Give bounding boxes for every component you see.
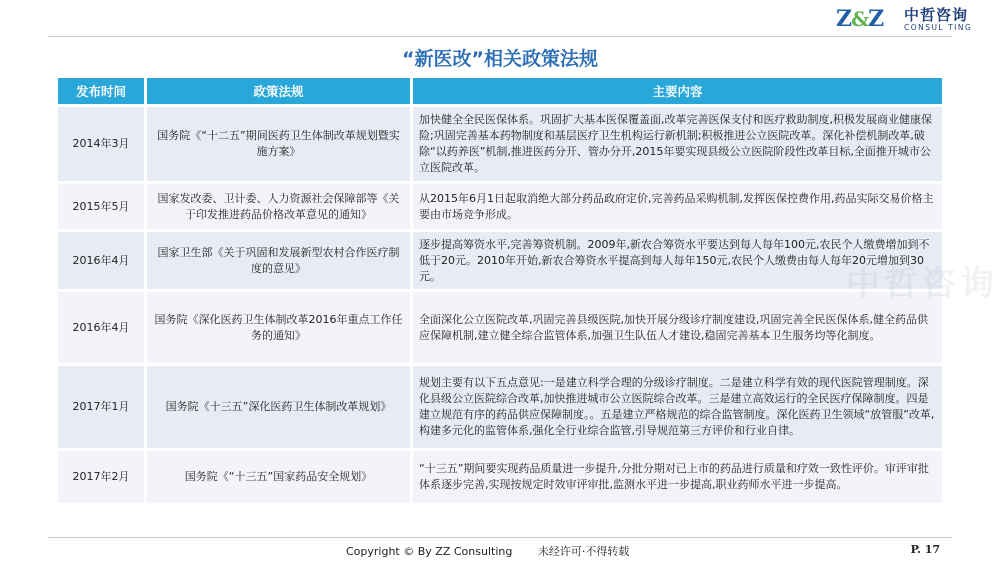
footer-copyright: Copyright © By ZZ Consulting	[346, 545, 513, 558]
cell-date: 2017年1月	[58, 366, 144, 448]
footer-notice: 未经许可·不得转载	[537, 545, 630, 558]
cell-policy: 国务院《“十三五”国家药品安全规划》	[144, 451, 410, 503]
watermark: 中哲咨询	[846, 264, 998, 304]
logo-mark-amp: &	[851, 7, 869, 31]
logo-chinese-name: 中哲咨询	[904, 6, 969, 24]
cell-date: 2016年4月	[58, 232, 144, 289]
page-title: “新医改”相关政策法规	[402, 48, 598, 70]
table-header-row	[58, 78, 942, 104]
cell-date: 2016年4月	[58, 292, 144, 363]
cell-policy: 国务院《深化医药卫生体制改革2016年重点工作任务的通知》	[144, 292, 410, 363]
table-row	[58, 232, 942, 289]
cell-date: 2015年5月	[58, 184, 144, 229]
cell-policy: 国家发改委、卫计委、人力资源社会保障部等《关于印发推进药品价格改革意见的通知》	[144, 184, 410, 229]
logo-mark	[836, 6, 883, 32]
page-number: P. 17	[910, 543, 940, 556]
cell-content: 全面深化公立医院改革,巩固完善县级医院,加快开展分级诊疗制度建设,巩固完善全民医保体系,健全药品供应保障机制,建立健全综合监管体系,加强卫生队伍人才建设,稳固完善基本卫生服务均等化制度。	[410, 292, 942, 363]
cell-policy: 国务院《“十二五”期间医药卫生体制改革规划暨实施方案》	[144, 107, 410, 181]
header-content: 主要内容	[410, 78, 942, 104]
table-row	[58, 184, 942, 229]
logo-mark-right: Z	[868, 6, 884, 32]
cell-policy: 国务院《十三五”深化医药卫生体制改革规划》	[144, 366, 410, 448]
table-row	[58, 292, 942, 363]
table-row	[58, 107, 942, 181]
table-row	[58, 366, 942, 448]
cell-policy: 国家卫生部《关于巩固和发展新型农村合作医疗制度的意见》	[144, 232, 410, 289]
bottom-divider	[48, 537, 952, 538]
cell-content: 从2015年6月1日起取消绝大部分药品政府定价,完善药品采购机制,发挥医保控费作用,药品实际交易价格主要由市场竞争形成。	[410, 184, 942, 229]
logo-mark-left: Z	[836, 6, 852, 32]
company-logo	[836, 4, 986, 36]
cell-content: 逐步提高筹资水平,完善筹资机制。2009年,新农合筹资水平要达到每人每年100元,农民个人缴费增加到不低于20元。2010年开始,新农合筹资水平提高到每人每年150元,农民个人缴费由每人每年20元增加到30元。	[410, 232, 942, 289]
policy-table	[58, 75, 942, 506]
top-divider	[48, 36, 952, 37]
table-row	[58, 451, 942, 503]
cell-content: “十三五”期间要实现药品质量进一步提升,分批分期对已上市的药品进行质量和疗效一致性评价。审评审批体系逐步完善,实现按规定时效审评审批,监测水平进一步提高,职业药师水平进一步提高。	[410, 451, 942, 503]
cell-content: 加快健全全民医保体系。巩固扩大基本医保覆盖面,改革完善医保支付和医疗救助制度,积极发展商业健康保险;巩固完善基本药物制度和基层医疗卫生机构运行新机制;积极推进公立医院改革。深化补偿机制改革,破除“以药养医”机制,推进医药分开、管办分开,2015年要实现县级公立医院阶段性改革目标,全面推开城市公立医院改革。	[410, 107, 942, 181]
cell-date: 2014年3月	[58, 107, 144, 181]
cell-date: 2017年2月	[58, 451, 144, 503]
footer	[346, 543, 629, 559]
header-policy: 政策法规	[144, 78, 410, 104]
header-date: 发布时间	[58, 78, 144, 104]
logo-english-name: CONSUL TING	[904, 23, 973, 32]
cell-content: 规划主要有以下五点意见:一是建立科学合理的分级诊疗制度。二是建立科学有效的现代医院管理制度。深化县级公立医院综合改革,加快推进城市公立医院综合改革。三是建立高效运行的全民医疗保障制度。四是建立规范有序的药品供应保障制度。。五是建立严格规范的综合监管制度。深化医药卫生领域“放管服”改革,构建多元化的监管体系,强化全行业综合监管,引导规范第三方评价和行业自律。	[410, 366, 942, 448]
